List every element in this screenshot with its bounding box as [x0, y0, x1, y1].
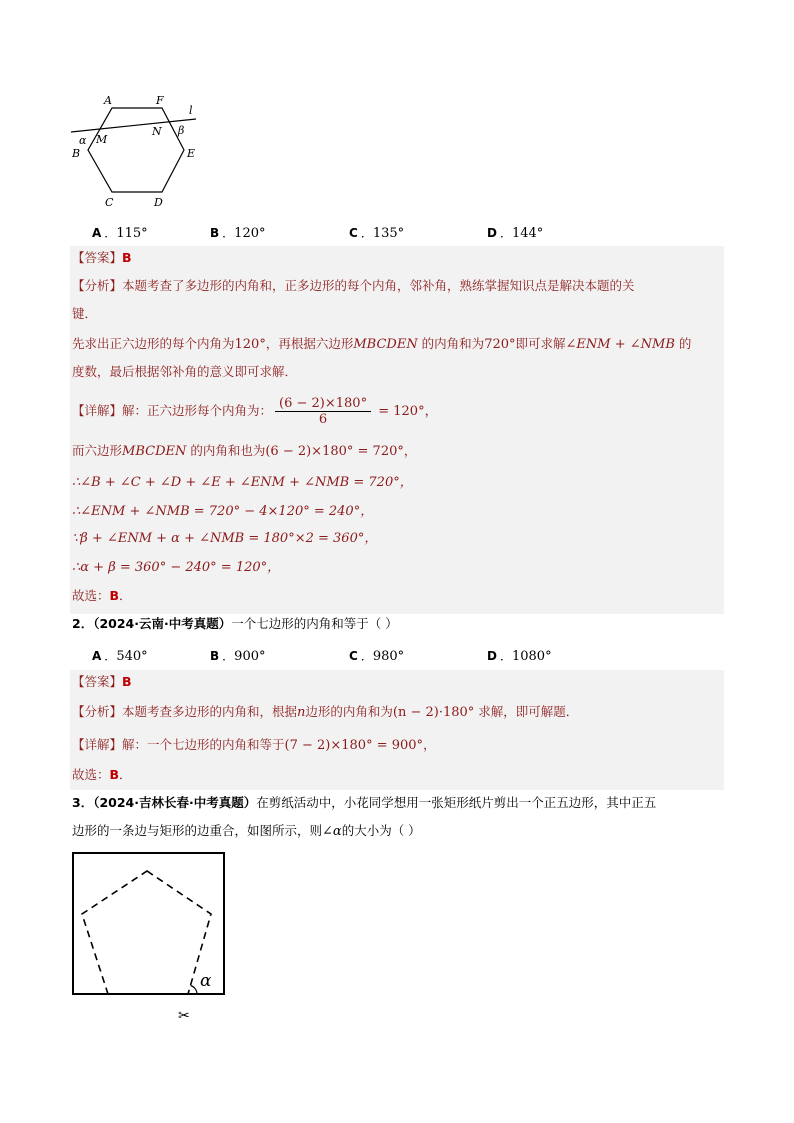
- label-C: C: [105, 196, 114, 209]
- q2-answer-line: 【答案】B: [72, 674, 132, 689]
- hexagon-shape: [88, 108, 184, 192]
- q1-detail-line4: ∴∠ENM + ∠NMB = 720° − 4×120° = 240°，: [72, 504, 374, 519]
- q1-analysis-line4: 度数，最后根据邻补角的意义即可求解．: [72, 364, 298, 379]
- q1-analysis-line2: 键．: [72, 306, 98, 321]
- q2-option-a[interactable]: A ．540°: [92, 649, 148, 664]
- q3-stem-line2: 边形的一条边与矩形的边重合，如图所示，则∠α的大小为（ ）: [72, 823, 421, 839]
- answer-tag: 【答案】: [72, 250, 123, 265]
- q1-choice-line: 故选：B．: [72, 588, 132, 603]
- pentagon-figure: [70, 850, 230, 1026]
- label-E: E: [187, 147, 196, 160]
- q2-choice-line: 故选：B．: [72, 767, 132, 782]
- q2-stem: 2．（2024·云南·中考真题）一个七边形的内角和等于（ ）: [72, 616, 398, 631]
- q1-option-b[interactable]: B ．120°: [210, 226, 266, 241]
- q1-option-a[interactable]: A ．115°: [92, 226, 148, 241]
- q1-option-c[interactable]: C ．135°: [349, 226, 405, 241]
- q1-analysis-line1: 【分析】本题考查了多边形的内角和，正多边形的每个内角，邻补角，熟练掌握知识点是解决本题的关: [72, 278, 635, 293]
- scissors-icon: ✂: [178, 1008, 190, 1024]
- label-N: N: [152, 125, 162, 138]
- alpha-label: α: [200, 971, 212, 991]
- q1-option-d[interactable]: D ．144°: [487, 226, 544, 241]
- q2-solution-background: [70, 670, 724, 790]
- angle-arc: [191, 986, 198, 995]
- q1-analysis-line3: 先求出正六边形的每个内角为120°，再根据六边形MBCDEN 的内角和为720°即可求解∠ENM + ∠NMB 的: [72, 336, 692, 352]
- label-A: A: [104, 94, 112, 107]
- q2-analysis-line: 【分析】本题考查多边形的内角和，根据n边形的内角和为(n − 2)·180° 求解，即可解题．: [72, 704, 579, 720]
- fraction: $\frac{(6 - 2)\times 180^\circ}{6}$: [275, 396, 371, 427]
- label-B: B: [72, 147, 81, 160]
- q1-detail-line2: 而六边形MBCDEN 的内角和也为(6 − 2)×180° = 720°，: [72, 443, 417, 459]
- q1-detail-line3: ∴∠B + ∠C + ∠D + ∠E + ∠ENM + ∠NMB = 720°，: [72, 475, 413, 490]
- label-D: D: [154, 196, 163, 209]
- q2-option-c[interactable]: C ．980°: [349, 649, 405, 664]
- answer-value: B: [122, 250, 132, 265]
- q1-detail-line5: ∵β + ∠ENM + α + ∠NMB = 180°×2 = 360°，: [72, 531, 378, 546]
- q1-detail-line1: 【详解】解：正六边形每个内角为： $\frac{(6 - 2)\times 180^\circ}{6}$ = 120°，: [72, 396, 438, 427]
- q2-option-b[interactable]: B ．900°: [210, 649, 266, 664]
- q3-stem-line1: 3．（2024·吉林长春·中考真题）在剪纸活动中，小花同学想用一张矩形纸片剪出一个正五边形，其中正五: [72, 795, 657, 810]
- label-beta: β: [178, 124, 185, 137]
- label-alpha: α: [79, 134, 87, 147]
- q1-answer-line: [72, 250, 132, 266]
- q1-solution-background: [70, 246, 724, 614]
- q2-detail-line: 【详解】解：一个七边形的内角和等于(7 − 2)×180° = 900°，: [72, 737, 436, 753]
- hexagon-figure: [66, 92, 206, 214]
- label-l: l: [189, 104, 193, 117]
- q2-option-d[interactable]: D ．1080°: [487, 649, 552, 664]
- q1-detail-line6: ∴α + β = 360° − 240° = 120°，: [72, 560, 281, 575]
- dashed-pentagon: [82, 871, 211, 994]
- label-F: F: [156, 94, 164, 107]
- label-M: M: [96, 133, 108, 146]
